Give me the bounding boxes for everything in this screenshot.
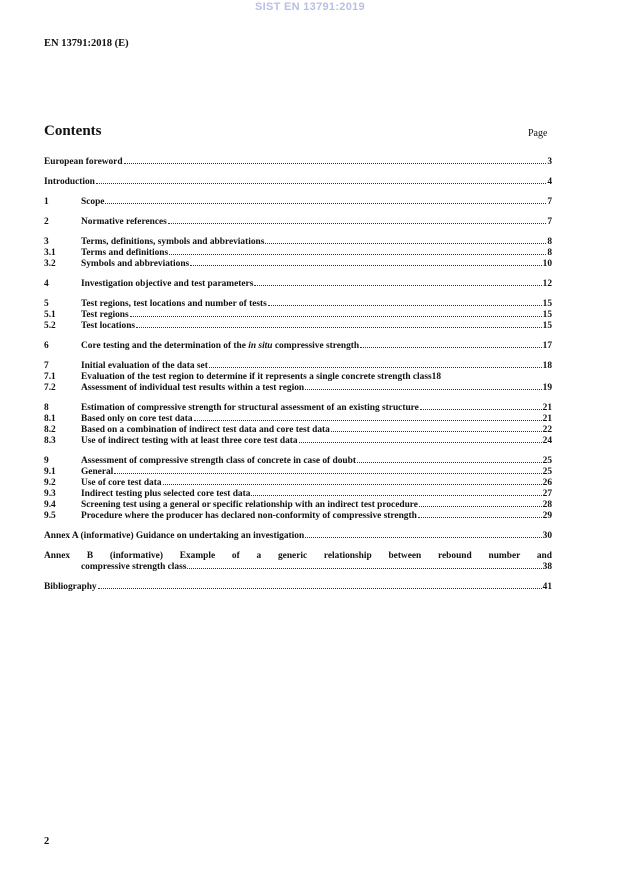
toc-entry-9-2[interactable] [44,478,552,489]
toc-number: 9.3 [44,489,56,499]
toc-page: 3 [547,157,552,167]
toc-title: Test regions, test locations and number of tests [81,299,267,309]
toc-page: 26 [542,478,552,488]
toc-entry-9-4[interactable] [44,500,552,511]
document-id: EN 13791:2018 (E) [44,38,129,49]
toc-page: 15 [542,310,552,320]
table-of-contents [44,157,552,593]
toc-entry-9-1[interactable] [44,467,552,478]
toc-title: Terms, definitions, symbols and abbreviations [81,237,265,247]
toc-title: Test locations [81,321,136,331]
toc-number: 8.3 [44,436,56,446]
toc-page: 28 [542,500,552,510]
toc-page: 10 [542,259,552,269]
toc-number: 4 [44,279,49,289]
toc-title: Scope [81,197,105,207]
toc-title: Assessment of individual test results within a test region [81,383,305,393]
toc-number: 8.1 [44,414,56,424]
toc-title: Initial evaluation of the data set [81,361,208,371]
toc-title: Investigation objective and test parameters [81,279,254,289]
toc-page: 25 [542,456,552,466]
toc-title: Use of core test data [81,478,162,488]
toc-page: 21 [542,403,552,413]
toc-entry-1[interactable] [44,197,552,208]
toc-number: 3 [44,237,49,247]
toc-entry-8[interactable] [44,403,552,414]
page-column-label: Page [528,128,548,139]
toc-entry-5[interactable] [44,299,552,310]
toc-number: 9.1 [44,467,56,477]
toc-number: 7 [44,361,49,371]
toc-page: 15 [542,299,552,309]
toc-title: European foreword [44,157,123,167]
toc-entry-5-2[interactable] [44,321,552,332]
toc-page: 8 [547,248,552,258]
toc-entry-9-5[interactable] [44,511,552,522]
toc-entry-7-2[interactable] [44,383,552,394]
contents-heading: Contents [44,123,102,139]
toc-entry-bibliography[interactable] [44,582,552,593]
toc-page: 18 [431,372,442,382]
toc-entry-8-3[interactable] [44,436,552,447]
toc-title: Test regions [81,310,129,320]
toc-entry-5-1[interactable] [44,310,552,321]
toc-page: 30 [542,531,552,541]
toc-title: Evaluation of the test region to determine if it represents a single concrete strength class [81,372,432,382]
toc-page: 18 [542,361,552,371]
toc-number: 8.2 [44,425,56,435]
toc-entry-9[interactable] [44,456,552,467]
toc-number: 7.2 [44,383,56,393]
toc-page: 7 [547,217,552,227]
toc-page: 24 [542,436,552,446]
toc-number: 9.2 [44,478,56,488]
toc-entry-8-2[interactable] [44,425,552,436]
toc-number: 8 [44,403,49,413]
toc-title: Core testing and the determination of the in situ compressive strength [81,341,360,351]
toc-number: 6 [44,341,49,351]
toc-entry-7-1[interactable] [44,372,552,383]
toc-page: 21 [542,414,552,424]
toc-number: 1 [44,197,49,207]
toc-title: Normative references [81,217,167,227]
toc-entry-3-1[interactable] [44,248,552,259]
toc-title: Estimation of compressive strength for structural assessment of an existing structure [81,403,419,413]
toc-entry-foreword[interactable] [44,157,552,168]
toc-page: 29 [542,511,552,521]
toc-number: 3.2 [44,259,56,269]
toc-number: 9.4 [44,500,56,510]
toc-entry-6[interactable] [44,341,552,352]
toc-title: Terms and definitions [81,248,169,258]
toc-title: Assessment of compressive strength class of concrete in case of doubt [81,456,356,466]
watermark: SIST EN 13791:2019 [255,1,365,13]
toc-entry-8-1[interactable] [44,414,552,425]
toc-page: 22 [542,425,552,435]
toc-page: 7 [547,197,552,207]
toc-title: Bibliography [44,582,97,592]
toc-number: 5.2 [44,321,56,331]
toc-title: Symbols and abbreviations [81,259,190,269]
toc-number: 2 [44,217,49,227]
toc-number: 3.1 [44,248,56,258]
toc-entry-annex-a[interactable] [44,531,552,542]
toc-page: 17 [542,341,552,351]
toc-number: 9.5 [44,511,56,521]
toc-number: 5.1 [44,310,56,320]
toc-title-line-1: Annex B (informative) Example of a generic relationship between rebound number and [44,551,552,561]
toc-entry-4[interactable] [44,279,552,290]
toc-page: 4 [547,177,552,187]
toc-page: 38 [542,562,552,572]
toc-number: 7.1 [44,372,56,382]
toc-number: 9 [44,456,49,466]
toc-entry-3[interactable] [44,237,552,248]
toc-entry-introduction[interactable] [44,177,552,188]
toc-title: Indirect testing plus selected core test data [81,489,251,499]
toc-entry-9-3[interactable] [44,489,552,500]
toc-page: 27 [542,489,552,499]
toc-title: Procedure where the producer has declared non-conformity of compressive strength [81,511,417,521]
toc-page: 8 [547,237,552,247]
toc-page: 12 [542,279,552,289]
toc-title: Based only on core test data [81,414,193,424]
toc-page: 19 [542,383,552,393]
toc-title: Based on a combination of indirect test data and core test data [81,425,330,435]
toc-entry-2[interactable] [44,217,552,228]
toc-page: 15 [542,321,552,331]
toc-entry-annex-b[interactable] [44,551,552,573]
toc-page: 25 [542,467,552,477]
toc-title: General [81,467,114,477]
toc-title: Screening test using a general or specific relationship with an indirect test procedure [81,500,418,510]
toc-title-line-2: compressive strength class [81,562,187,572]
toc-page: 41 [542,582,552,592]
toc-title: Use of indirect testing with at least three core test data [81,436,298,446]
toc-entry-3-2[interactable] [44,259,552,270]
toc-number: 5 [44,299,49,309]
footer-page-number: 2 [44,836,50,847]
toc-title: Introduction [44,177,95,187]
toc-entry-7[interactable] [44,361,552,372]
toc-title: Annex A (informative) Guidance on undertaking an investigation [44,531,305,541]
